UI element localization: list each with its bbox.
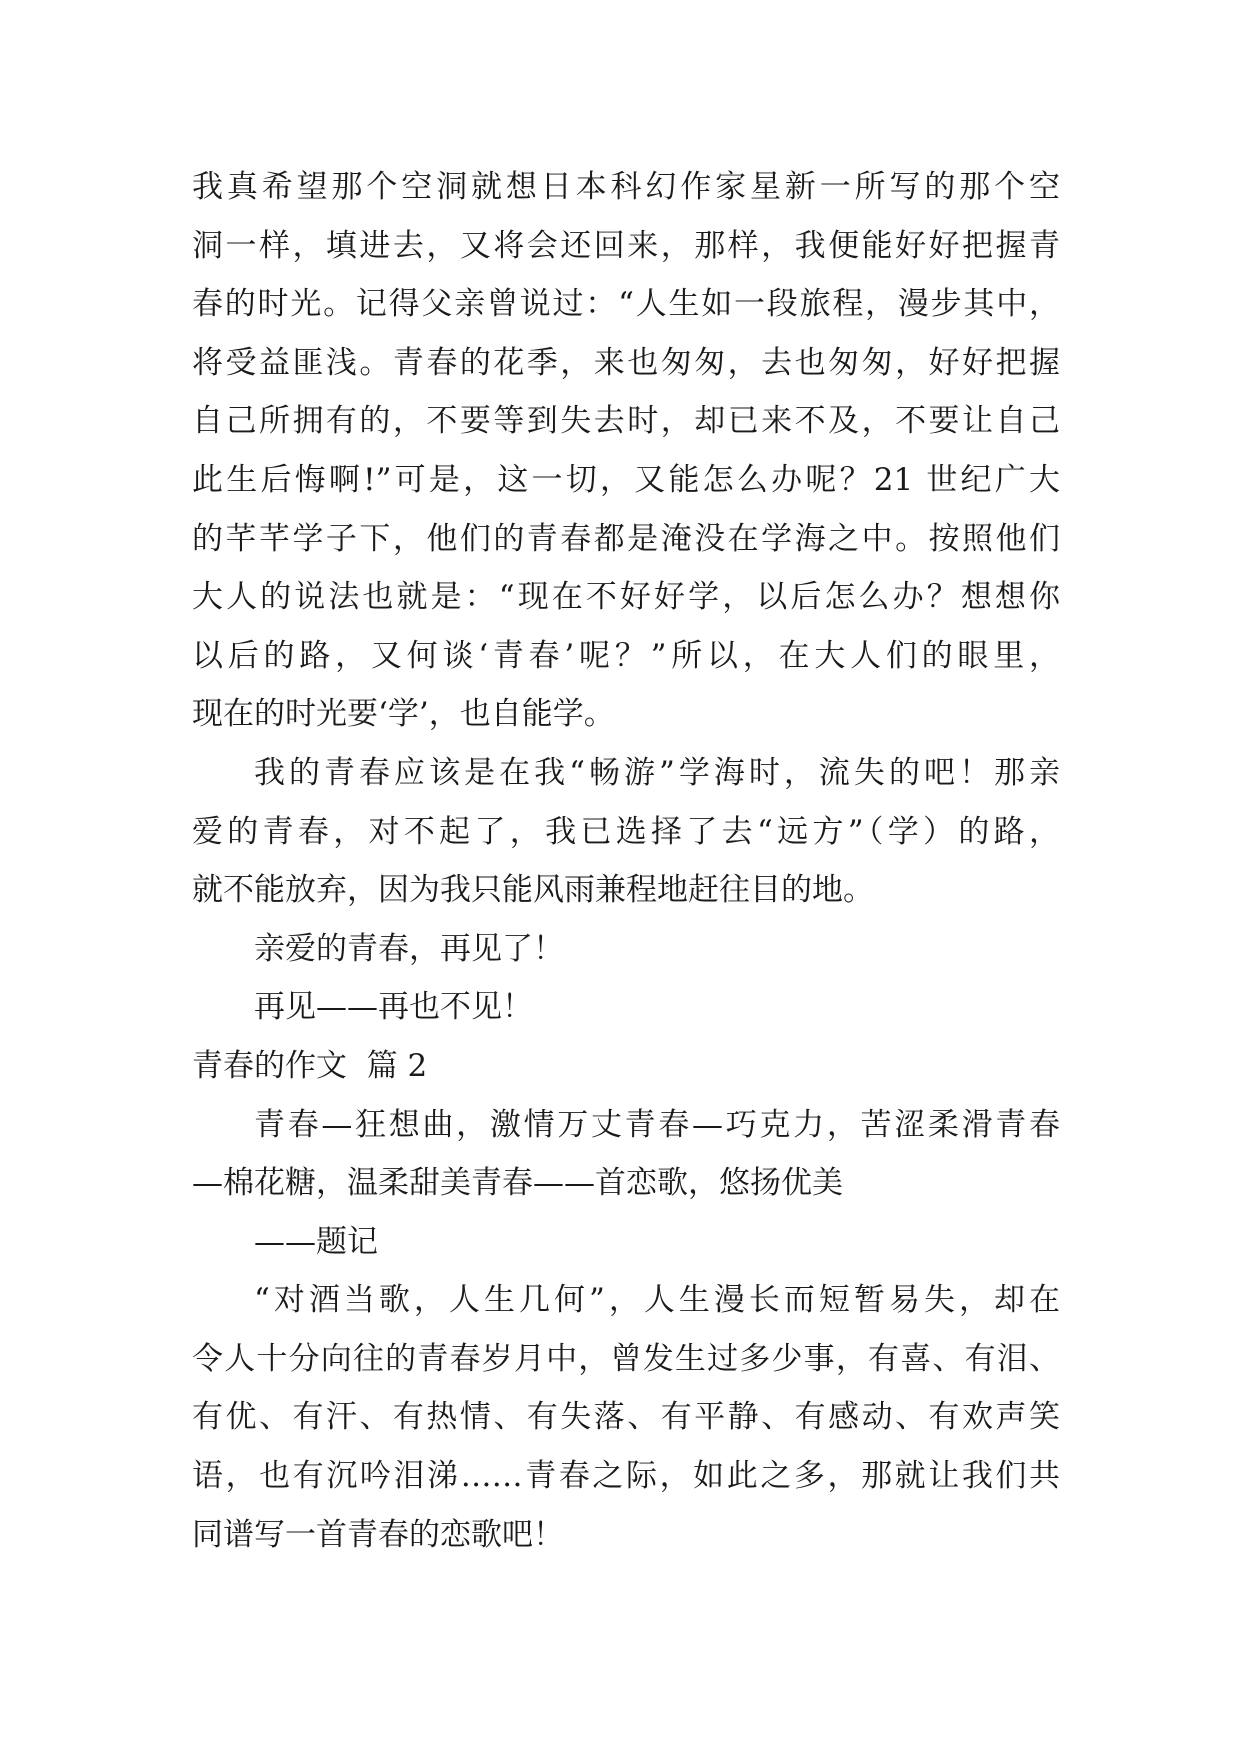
text-line: 我真希望那个空洞就想日本科幻作家星新一所写的那个空 bbox=[192, 169, 1060, 205]
text-line: 以后的路，又何谈‘青春’呢？”所以，在大人们的眼里， bbox=[192, 637, 1060, 674]
epigraph-attribution: ——题记 bbox=[254, 1223, 378, 1260]
text-line: 就不能放弃，因为我只能风雨兼程地赶往目的地。 bbox=[192, 872, 874, 909]
text-line: 的芊芊学子下，他们的青春都是淹没在学海之中。按照他们 bbox=[192, 520, 1060, 557]
text-line: 洞一样，填进去，又将会还回来，那样，我便能好好把握青 bbox=[192, 227, 1060, 264]
text-line: 同谱写一首青春的恋歌吧！ bbox=[192, 1516, 564, 1553]
section-heading: 青春的作文 篇 2 bbox=[192, 1047, 428, 1084]
text-line: 自己所拥有的，不要等到失去时，却已来不及，不要让自己 bbox=[192, 403, 1060, 440]
document-body bbox=[192, 158, 1060, 1564]
paragraph-start-line: 青春—狂想曲，激情万丈青春—巧克力，苦涩柔滑青春 bbox=[254, 1106, 1060, 1143]
text-line: 现在的时光要‘学’，也自能学。 bbox=[192, 696, 615, 733]
text-line: 有优、有汗、有热情、有失落、有平静、有感动、有欢声笑 bbox=[192, 1399, 1060, 1436]
text-line: —棉花糖，温柔甜美青春——首恋歌，悠扬优美 bbox=[192, 1165, 843, 1202]
text-line: 将受益匪浅。青春的花季，来也匆匆，去也匆匆，好好把握 bbox=[192, 344, 1060, 381]
text-line: 春的时光。记得父亲曾说过：“人生如一段旅程，漫步其中， bbox=[192, 286, 1060, 323]
text-line: 令人十分向往的青春岁月中，曾发生过多少事，有喜、有泪、 bbox=[192, 1340, 1060, 1377]
paragraph-start-line: 亲爱的青春，再见了！ bbox=[254, 930, 564, 967]
paragraph-start-line: 我的青春应该是在我“畅游”学海时，流失的吧！那亲 bbox=[254, 754, 1060, 791]
text-line: 爱的青春，对不起了，我已选择了去“远方”（学）的路， bbox=[192, 813, 1060, 850]
text-line: 此生后悔啊!”可是，这一切，又能怎么办呢？21 世纪广大 bbox=[192, 461, 1060, 498]
paragraph-start-line: “对酒当歌，人生几何”，人生漫长而短暂易失，却在 bbox=[254, 1282, 1060, 1319]
text-line: 大人的说法也就是：“现在不好好学，以后怎么办？想想你 bbox=[192, 579, 1060, 616]
text-line: 语，也有沉吟泪涕……青春之际，如此之多，那就让我们共 bbox=[192, 1458, 1060, 1495]
paragraph-start-line: 再见——再也不见！ bbox=[254, 989, 533, 1026]
